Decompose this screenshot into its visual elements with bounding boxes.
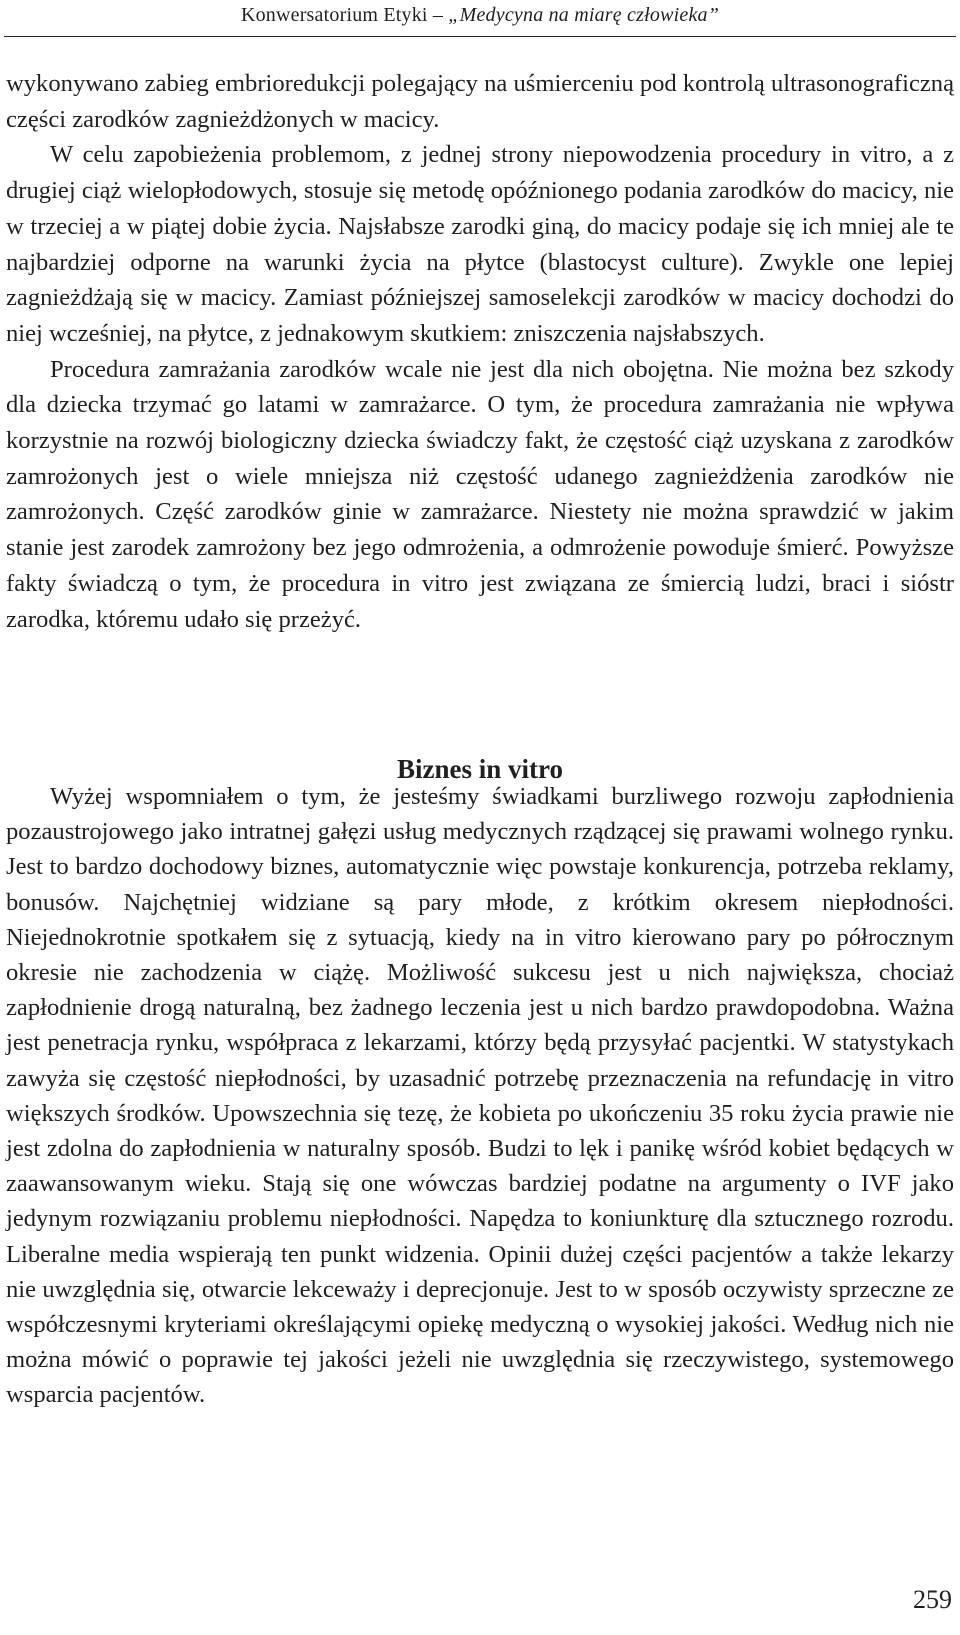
page-number: 259 bbox=[913, 1585, 952, 1614]
section-paragraph: Wyżej wspomniałem o tym, że jesteśmy świadkami burzliwego rozwoju zapłodnienia pozaustrojowego jako intratnej gałęzi usług medycznych rządzącej się prawami wolnego rynku. Jest to bardzo dochodowy biznes, automatycznie więc powstaje konkurencja, potrzeba reklamy, bonusów. Najchętniej widziane są pary młode, z krótkim okresem niepłodności. Niejednokrotnie spotkałem się z sytuacją, kiedy na in vitro kierowano pary po półrocznym okresie nie zachodzenia w ciążę. Możliwość sukcesu jest u nich największa, chociaż zapłodnienie drogą naturalną, bez żadnego leczenia jest u nich bardzo prawdopodobna. Ważna jest penetracja rynku, współpraca z lekarzami, którzy będą przysyłać pacjentki. W statystykach zawyża się częstość niepłodności, by uzasadnić potrzebę przeznaczenia na refundację in vitro większych środków. Upowszechnia się tezę, że kobieta po ukończeniu 35 roku życia prawie nie jest zdolna do zapłodnienia w naturalny sposób. Budzi to lęk i panikę wśród kobiet będących w zaawansowanym wieku. Stają się one wówczas bardziej podatne na argumenty o IVF jako jedynym rozwiązaniu problemu niepłodności. Napędza to koniunkturę dla sztucznego rozrodu. Liberalne media wspierają ten punkt widzenia. Opinii dużej części pacjentów a także lekarzy nie uwzględnia się, otwarcie lekceważy i deprecjonuje. Jest to w sposób oczywisty sprzeczne ze współczesnymi kryteriami określającymi opiekę medyczną o wysokiej jakości. Według nich nie można mówić o poprawie tej jakości jeżeli nie uwzględnia się rzeczywistego, systemowego wsparcia pacjentów. bbox=[6, 783, 954, 1409]
header-divider bbox=[4, 36, 956, 37]
running-header-prefix: Konwersatorium Etyki – bbox=[240, 4, 449, 26]
paragraph: Procedura zamrażania zarodków wcale nie jest dla nich obojętna. Nie można bez szkody dla dziecka trzymać go latami w zamrażarce. O tym, że procedura zamrażania nie wpływa korzystnie na rozwój biologiczny dziecka świadczy fakt, że częstość ciąż uzyskana z zarodków zamrożonych jest o wiele mniejsza niż częstość udanego zagnieżdżenia zarodków nie zamrożonych. Część zarodków ginie w zamrażarce. Niestety nie można sprawdzić w jakim stanie jest zarodek zamrożony bez jego odmrożenia, a odmrożenie powoduje śmierć. Powyższe fakty świadczą o tym, że procedura in vitro jest związana ze śmiercią ludzi, braci i sióstr zarodka, któremu udało się przeżyć. bbox=[6, 355, 954, 633]
body-text bbox=[6, 66, 954, 637]
running-header-title: „Medycyna na miarę człowieka” bbox=[448, 4, 720, 26]
paragraph: W celu zapobieżenia problemom, z jednej strony niepowodzenia procedury in vitro, a z drugiej ciąż wielopłodowych, stosuje się metodę opóźnionego podania zarodków do macicy, nie w trzeciej a w piątej dobie życia. Najsłabsze zarodki giną, do macicy podaje się ich mniej ale te najbardziej odporne na warunki życia na płytce (blastocyst culture). Zwykle one lepiej zagnieżdżają się w macicy. Zamiast późniejszej samoselekcji zarodków w macicy dochodzi do niej wcześniej, na płytce, z jednakowym skutkiem: zniszczenia najsłabszych. bbox=[6, 141, 954, 347]
section-body bbox=[6, 779, 954, 1413]
running-header bbox=[0, 0, 960, 36]
section-heading: Biznes in vitro bbox=[396, 754, 563, 785]
paragraph-continued: wykonywano zabieg embrioredukcji polegający na uśmierceniu pod kontrolą ultrasonograficzną części zarodków zagnieżdżonych w macicy. bbox=[6, 70, 954, 133]
